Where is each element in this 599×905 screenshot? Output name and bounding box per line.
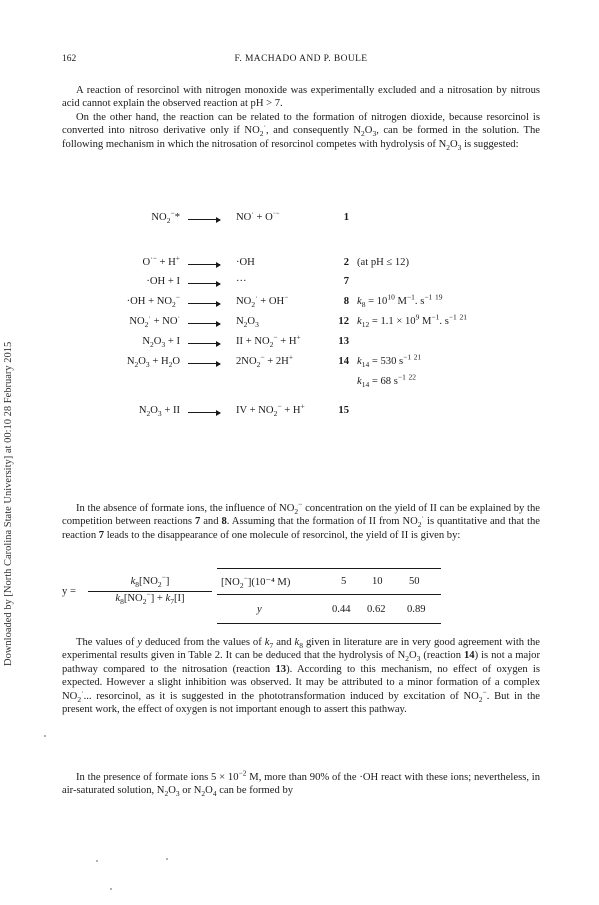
running-authors: F. MACHADO AND P. BOULE xyxy=(234,54,368,64)
running-header xyxy=(62,54,540,68)
table-cell: 10 xyxy=(372,576,383,587)
paragraph-3-text: In the absence of formate ions, the influence of $NO_2^-$ concentration on the yield of II can be explained by the competition between reactions 7 and 8. Assuming that the formation of II from $NO_2^\cdot$ is quantitative and that the reaction 7 leads to the disappearance of one molecule of resorcinol, the yield of II is given by: xyxy=(62,499,540,541)
scan-speck xyxy=(166,858,168,860)
paragraph-5-text: In the presence of formate ions $5 \times 10^{-2}$ M, more than 90% of the ·OH react with these ions; nevertheless, in air-saturated solution, $N_2O_3$ or $N_2O_4$ can be formed by xyxy=(62,768,541,799)
formula-lhs: y = xyxy=(62,586,76,597)
rate-constant-k8: $k_8 = 10^{10}$ $M^{-1}$. $s^{-1}$ $^{19}$ xyxy=(357,292,443,310)
reaction-1: $NO_2^-*$ NO· + O·− 1 xyxy=(151,208,349,226)
reaction-number: 2 xyxy=(343,257,349,268)
reaction-number: 14 xyxy=(338,356,349,367)
reaction-7: ·OH + I ··· 7 xyxy=(146,276,349,287)
reaction-number: 15 xyxy=(338,405,349,416)
paragraph-1 xyxy=(62,84,540,111)
reaction-15: $N_2O_3$ + II IV + $NO_2^- + H^+$ 15 xyxy=(138,401,349,419)
reaction-12: $NO_2^\cdot + NO^\cdot$ $N_2O_3$ 12 $k_{12} = 1.1 \times 10^9$ $M^{-1}$. $s^{-1}$ $^{21}$ xyxy=(129,312,467,330)
reaction-arrow xyxy=(188,363,220,364)
reaction-number: 12 xyxy=(338,316,349,327)
formula-numerator: $k_8[NO_2^-]$ xyxy=(130,572,170,590)
paragraph-4-text: The values of y deduced from the values of $k_7$ and $k_8$ given in literature are in very good agreement with the experimental results given in Table 2. It can be deduced that the hydrolysis of $N_2O_3$ (reaction 14) is not a major pathway compared to the nitrosation (reaction 13). According to this mechanism, no effect of oxygen is expected. However a slight inhibition was observed. It may be attributed to a minor formation of a complex $NO_2^\cdot$... resorcinol, as it is suggested in the phototransformation induced by excitation of $NO_2^-$. But in the present work, the effect of oxygen is not important enough to assert this pathway. xyxy=(62,637,541,716)
yield-formula xyxy=(62,572,212,616)
paragraph-5 xyxy=(62,768,541,799)
reaction-arrow xyxy=(188,219,220,220)
reaction-number: 13 xyxy=(338,336,349,347)
table-cell: 0.89 xyxy=(407,604,426,615)
yield-table xyxy=(217,560,441,630)
formula-denominator: $k_8[NO_2^-] + k_7[I]$ xyxy=(115,589,185,607)
scan-speck xyxy=(44,735,46,737)
table-cell: 50 xyxy=(409,576,420,587)
reaction-8: $\cdot OH + NO_2^-$ $NO_2^\cdot + OH^-$ 8 $k_8 = 10^{10}$ $M^{-1}$. $s^{-1}$ $^{19}$ xyxy=(126,292,443,310)
reaction-condition: (at pH ≤ 12) xyxy=(357,257,410,268)
table-mid-rule xyxy=(217,594,441,595)
reaction-arrow xyxy=(188,303,220,304)
scan-speck xyxy=(110,888,112,890)
rate-constant-k14b: $k_{14} = 68$ $s^{-1}$ $^{22}$ xyxy=(357,372,416,390)
paragraph-2-text: On the other hand, the reaction can be related to the formation of nitrogen dioxide, because resorcinol is converted into nitroso derivative only if $NO_2^\cdot$, and consequently $N_2O_3$, can be formed in the solution. The following mechanism in which the nitrosation of resorcinol competes with hydrolysis of $N_2O_3$ is suggested: xyxy=(62,112,540,152)
table-bottom-rule xyxy=(217,623,441,624)
rate-constant-k14a: $k_{14} = 530$ $s^{-1}$ $^{21}$ xyxy=(357,352,422,370)
reaction-mechanism xyxy=(0,208,599,497)
table-cell: 0.62 xyxy=(367,604,386,615)
page-number: 162 xyxy=(62,54,77,64)
table-top-rule xyxy=(217,568,441,569)
rate-constant-k12: $k_{12} = 1.1 \times 10^9$ $M^{-1}$. $s^{-1}$ $^{21}$ xyxy=(357,312,467,330)
reaction-2: O·− + H+ ·OH 2 (at pH ≤ 12) xyxy=(142,253,410,268)
table-cell: 5 xyxy=(341,576,347,587)
reaction-14: $N_2O_3 + H_2O$ $2NO_2^- + 2H^+$ 14 $k_{14} = 530$ $s^{-1}$ $^{21}$ xyxy=(126,352,422,370)
table-cell: 0.44 xyxy=(332,604,351,615)
paragraph-1-text: A reaction of resorcinol with nitrogen monoxide was experimentally excluded and a nitrosation by nitrous acid cannot explain the observed reaction at pH > 7. xyxy=(62,85,540,110)
reaction-number: 8 xyxy=(343,296,349,307)
paragraph-2 xyxy=(62,111,540,151)
reaction-arrow xyxy=(188,283,220,284)
reaction-number: 1 xyxy=(343,212,349,223)
table-row-label: y xyxy=(257,604,262,615)
reaction-arrow xyxy=(188,343,220,344)
download-stamp: Downloaded by [North Carolina State University] at 00:10 28 February 2015 xyxy=(3,341,14,666)
reaction-arrow xyxy=(188,323,220,324)
reaction-arrow xyxy=(188,412,220,413)
reaction-number: 7 xyxy=(343,276,349,287)
table-column-header: $[NO_2^-](10^{-4}$ M) xyxy=(221,573,291,591)
reaction-13: $N_2O_3 + I$ II + $NO_2^- + H^+$ 13 xyxy=(142,332,349,350)
paragraph-4 xyxy=(62,636,540,716)
scan-speck xyxy=(96,860,98,862)
reaction-arrow xyxy=(188,264,220,265)
paragraph-3 xyxy=(62,499,540,542)
